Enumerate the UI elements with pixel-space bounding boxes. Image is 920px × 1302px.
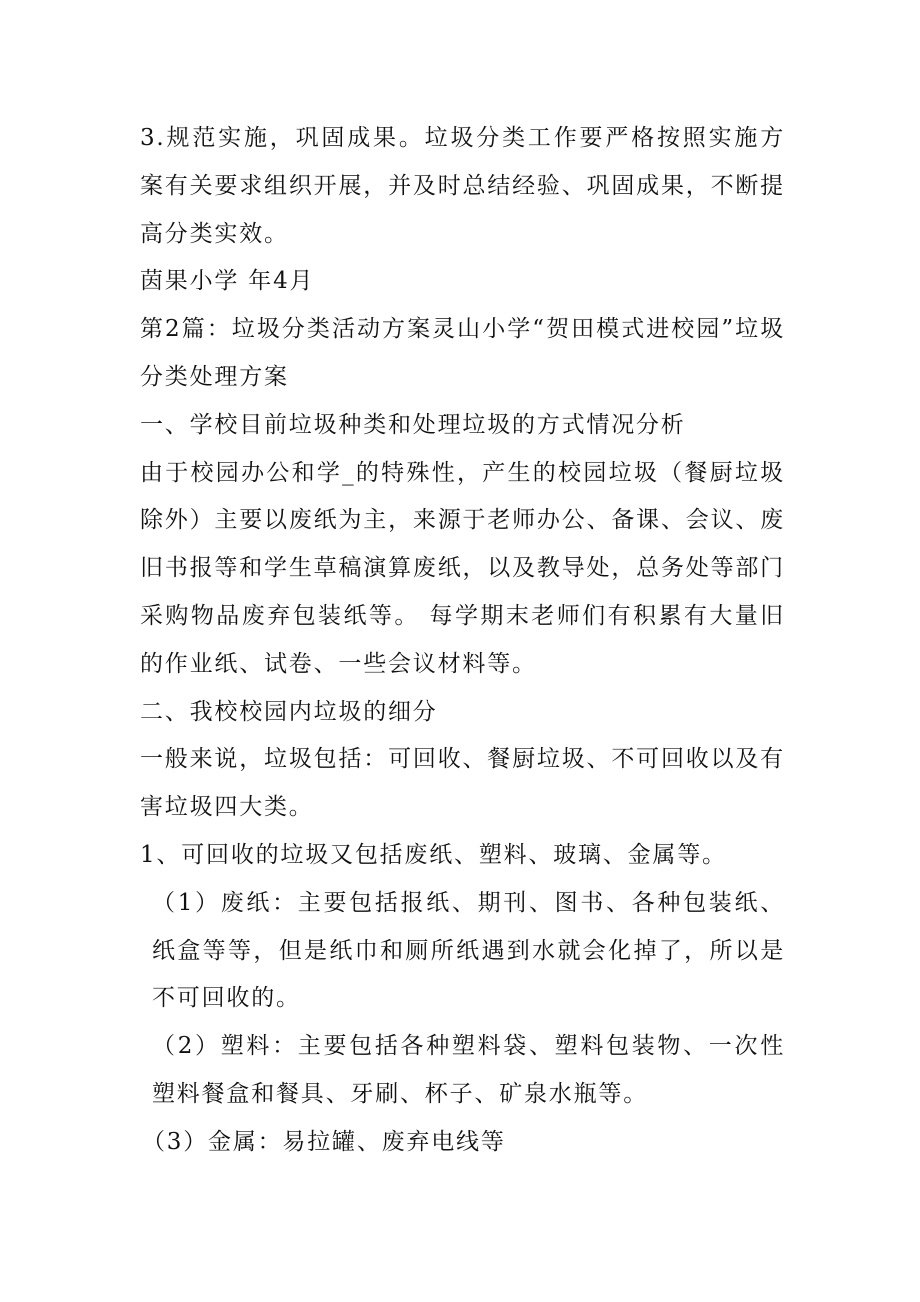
paragraph-categories: 一般来说，垃圾包括：可回收、餐厨垃圾、不可回收以及有害垃圾四大类。 [140,746,785,821]
heading-classification: 二、我校校园内垃圾的细分 [140,698,438,725]
heading-analysis: 一、学校目前垃圾种类和处理垃圾的方式情况分析 [140,411,686,438]
paragraph-metal: （3）金属：易拉罐、废弃电线等 [142,1128,506,1155]
document-body [140,115,785,1167]
paragraph-paper: （1）废纸：主要包括报纸、期刊、图书、各种包装纸、纸盒等等，但是纸巾和厕所纸遇到水就会化掉了，所以是不可回收的。 [152,889,785,1012]
paragraph-signature-date: 茵果小学 年4月 [140,268,315,295]
paragraph-section-title: 第2篇：垃圾分类活动方案灵山小学“贺田模式进校园”垃圾分类处理方案 [140,316,785,390]
paragraph-plastic: （2）塑料：主要包括各种塑料袋、塑料包装物、一次性塑料餐盒和餐具、牙刷、杯子、矿泉水瓶等。 [152,1033,785,1107]
paragraph-implementation: 3.规范实施，巩固成果。垃圾分类工作要严格按照实施方案有关要求组织开展，并及时总结经验、巩固成果，不断提高分类实效。 [140,125,785,247]
paragraph-recyclables: 1、可回收的垃圾又包括废纸、塑料、玻璃、金属等。 [140,841,727,868]
paragraph-analysis: 由于校园办公和学_的特殊性，产生的校园垃圾（餐厨垃圾除外）主要以废纸为主，来源于老师办公、备课、会议、废旧书报等和学生草稿演算废纸，以及教导处，总务处等部门采购物品废弃包装纸等。 每学期末老师们有积累有大量旧的作业纸、试卷、一些会议材料等。 [140,459,785,677]
